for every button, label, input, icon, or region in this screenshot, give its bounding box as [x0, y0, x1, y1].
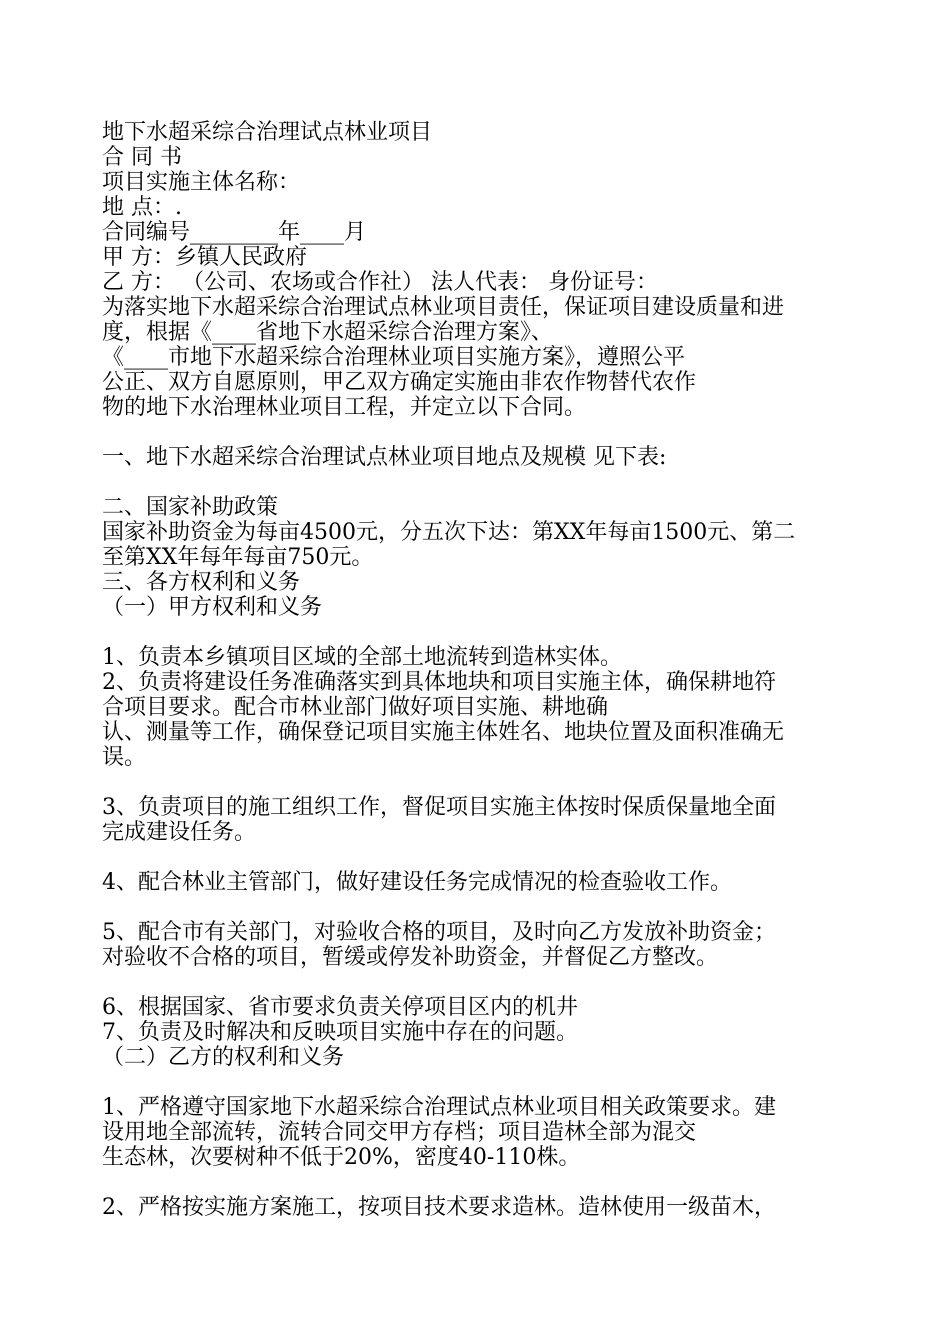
party-a-item-5-cont: 对验收不合格的项目，暂缓或停发补助资金，并督促乙方整改。	[102, 945, 719, 970]
section-heading-3: 三、各方权利和义务	[102, 570, 301, 595]
party-a-item-7: 7、负责及时解决和反映项目实施中存在的问题。	[102, 1020, 578, 1045]
party-a-item-3: 3、负责项目的施工组织工作，督促项目实施主体按时保质保量地全面	[102, 795, 776, 820]
field-contract-number: 合同编号________年____月	[102, 220, 367, 245]
blank-line	[102, 620, 862, 645]
blank-line	[102, 895, 862, 920]
blank-line	[102, 770, 862, 795]
field-project-entity: 项目实施主体名称：	[102, 170, 301, 195]
party-a-item-4: 4、配合林业主管部门，做好建设任务完成情况的检查验收工作。	[102, 870, 732, 895]
party-b-item-1-cont: 生态林，次要树种不低于20%，密度40-110株。	[102, 1145, 581, 1170]
document-title: 地下水超采综合治理试点林业项目	[102, 120, 433, 145]
party-a-item-2-cont: 合项目要求。配合市林业部门做好项目实施、耕地确	[102, 695, 609, 720]
preamble-line: 物的地下水治理林业项目工程，并定立以下合同。	[102, 395, 587, 420]
preamble-line: 度，根据《____省地下水超采综合治理方案》、	[102, 320, 554, 345]
field-party-b: 乙 方： （公司、农场或合作社） 法人代表： 身份证号：	[102, 270, 658, 295]
document-subtitle: 合 同 书	[102, 145, 182, 170]
field-location: 地 点：.	[102, 195, 182, 220]
party-a-item-1: 1、负责本乡镇项目区域的全部土地流转到造林实体。	[102, 645, 622, 670]
subsidy-line: 国家补助资金为每亩4500元，分五次下达：第XX年每亩1500元、第二	[102, 520, 796, 545]
subsection-heading-b: （二）乙方的权利和义务	[102, 1045, 345, 1070]
party-a-item-2-cont: 误。	[102, 745, 147, 770]
section-heading-2: 二、国家补助政策	[102, 495, 279, 520]
section-heading-1: 一、地下水超采综合治理试点林业项目地点及规模 见下表:	[102, 445, 667, 470]
subsection-heading-a: （一）甲方权利和义务	[102, 595, 323, 620]
blank-line	[102, 970, 862, 995]
party-b-item-2: 2、严格按实施方案施工，按项目技术要求造林。造林使用一级苗木，	[102, 1195, 776, 1220]
party-b-item-1: 1、严格遵守国家地下水超采综合治理试点林业项目相关政策要求。建	[102, 1095, 776, 1120]
party-a-item-5: 5、配合市有关部门，对验收合格的项目，及时向乙方发放补助资金；	[102, 920, 776, 945]
preamble-line: 公正、双方自愿原则，甲乙双方确定实施由非农作物替代农作	[102, 370, 697, 395]
preamble-line: 为落实地下水超采综合治理试点林业项目责任，保证项目建设质量和进	[102, 295, 785, 320]
blank-line	[102, 1070, 862, 1095]
party-a-item-3-cont: 完成建设任务。	[102, 820, 257, 845]
party-a-item-6: 6、根据国家、省市要求负责关停项目区内的机井	[102, 995, 578, 1020]
blank-line	[102, 1170, 862, 1195]
blank-line	[102, 845, 862, 870]
party-a-item-2-cont: 认、测量等工作，确保登记项目实施主体姓名、地块位置及面积准确无	[102, 720, 785, 745]
blank-line	[102, 420, 862, 445]
subsidy-line: 至第XX年每年每亩750元。	[102, 545, 374, 570]
party-b-item-1-cont: 设用地全部流转，流转合同交甲方存档；项目造林全部为混交	[102, 1120, 697, 1145]
field-party-a: 甲 方：乡镇人民政府	[102, 245, 307, 270]
preamble-line: 《____市地下水超采综合治理林业项目实施方案》，遵照公平	[102, 345, 686, 370]
blank-line	[102, 470, 862, 495]
party-a-item-2: 2、负责将建设任务准确落实到具体地块和项目实施主体，确保耕地符	[102, 670, 776, 695]
contract-body	[102, 120, 862, 1220]
